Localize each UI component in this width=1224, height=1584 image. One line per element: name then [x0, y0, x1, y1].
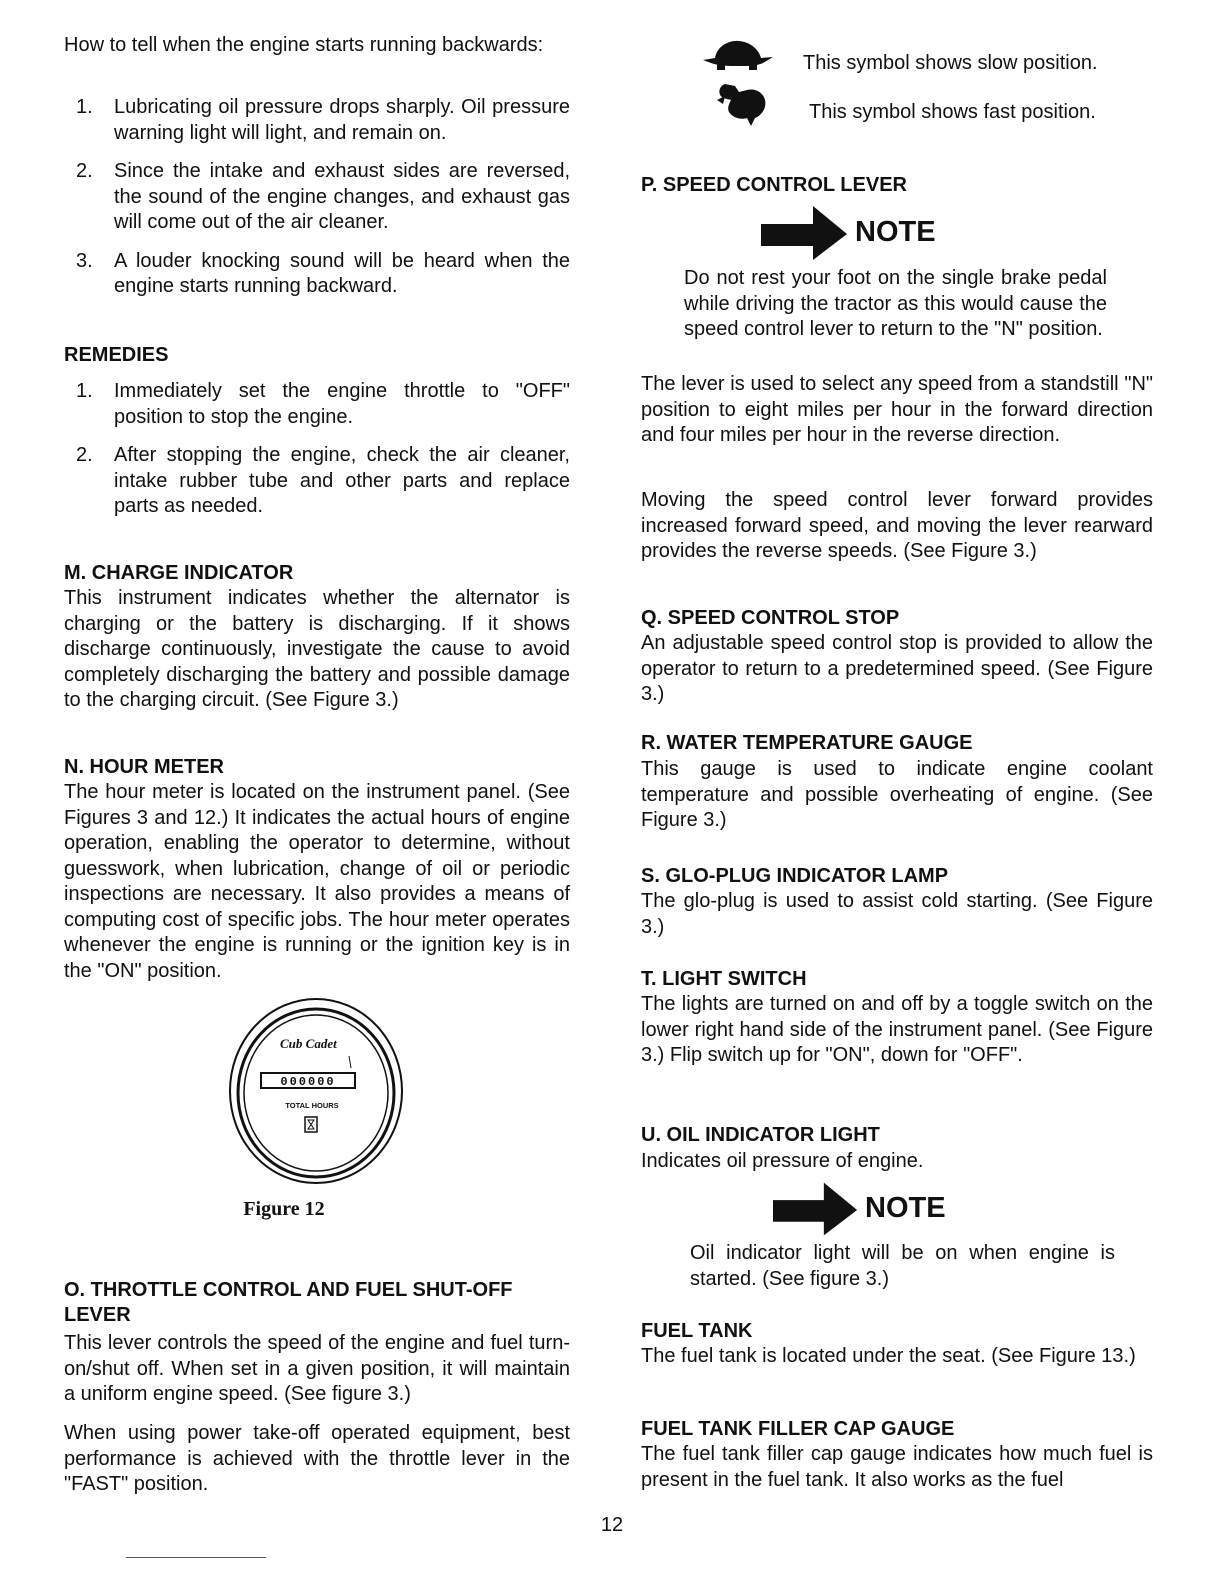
note-callout	[761, 204, 936, 260]
fuel-tank-text: The fuel tank is located under the seat. (See Figure 13.)	[641, 1345, 1136, 1367]
water-temp-text: This gauge is used to indicate engine coolant temperature and possible overheating of engine. (See Figure 3.)	[641, 758, 1153, 831]
filler-cap-heading: FUEL TANK FILLER CAP GAUGE	[641, 1418, 955, 1440]
light-switch-text: The lights are turned on and off by a toggle switch on the lower right hand side of the instrument panel. (See Figure 3.) Flip switch up for "ON", down for "OFF".	[641, 993, 1153, 1066]
list-item: 2. After stopping the engine, check the air cleaner, intake rubber tube and other parts and replace parts as needed.	[76, 444, 570, 517]
throttle-heading: O. THROTTLE CONTROL AND FUEL SHUT-OFF LEVER	[64, 1279, 513, 1326]
remedies-heading: REMEDIES	[64, 344, 169, 366]
turtle-icon	[699, 38, 779, 76]
note-text: Do not rest your foot on the single brake pedal while driving the tractor as this would cause the speed control lever to return to the "N" position.	[684, 267, 1107, 340]
glo-plug-heading: S. GLO-PLUG INDICATOR LAMP	[641, 865, 949, 887]
list-item: 2. Since the intake and exhaust sides are reversed, the sound of the engine changes, and exhaust gas will come out of the air cleaner.	[76, 160, 570, 233]
speed-lever-heading: P. SPEED CONTROL LEVER	[641, 174, 907, 196]
page-number: 12	[600, 1514, 624, 1536]
throttle-text: This lever controls the speed of the engine and fuel turn-on/shut off. When set in a given position, it will maintain a uniform engine speed. (See figure 3.)	[64, 1332, 570, 1405]
hour-meter-text: The hour meter is located on the instrument panel. (See Figures 3 and 12.) It indicates the actual hours of engine operation, enabling the operator to determine, without guesswork, when lubrication, change of oil or periodic inspections are necessary. It also provides a means of computing cost of specific jobs. The hour meter operates whenever the engine is running or the ignition key is in the "ON" position.	[64, 781, 570, 982]
list-item: 1. Lubricating oil pressure drops sharply. Oil pressure warning light will light, and remain on.	[76, 96, 570, 144]
divider-line	[126, 1557, 266, 1558]
speed-stop-heading: Q. SPEED CONTROL STOP	[641, 607, 900, 629]
note-text: Oil indicator light will be on when engine is started. (See figure 3.)	[690, 1242, 1115, 1290]
note-label: NOTE	[865, 1191, 946, 1224]
oil-indicator-text: Indicates oil pressure of engine.	[641, 1150, 924, 1172]
speed-lever-text-direction: Moving the speed control lever forward provides increased forward speed, and moving the lever rearward provides the reverse speeds. (See Figure 3.)	[641, 489, 1153, 562]
list-item: 3. A louder knocking sound will be heard when the engine starts running backward.	[76, 249, 570, 297]
charge-indicator-text: This instrument indicates whether the alternator is charging or the battery is discharging. If it shows discharge continuously, investigate the cause to avoid completely discharging the battery and possible damage to the charging circuit. (See Figure 3.)	[64, 587, 570, 711]
hour-meter-heading: N. HOUR METER	[64, 756, 224, 778]
arrow-right-icon	[761, 204, 851, 260]
hour-digits: 000000	[280, 1075, 336, 1089]
light-switch-heading: T. LIGHT SWITCH	[641, 968, 807, 990]
oil-indicator-heading: U. OIL INDICATOR LIGHT	[641, 1124, 880, 1146]
brand-logo-text: Cub Cadet	[280, 1036, 337, 1051]
water-temp-heading: R. WATER TEMPERATURE GAUGE	[641, 732, 973, 754]
hour-meter-illustration	[226, 998, 406, 1188]
speed-stop-text: An adjustable speed control stop is provided to allow the operator to return to a predetermined speed. (See Figure 3.)	[641, 632, 1153, 705]
throttle-text-fast: When using power take-off operated equipment, best performance is achieved with the throttle lever in the "FAST" position.	[64, 1422, 570, 1495]
list-item: 1. Immediately set the engine throttle to "OFF" position to stop the engine.	[76, 380, 570, 428]
backward-signs-list	[64, 95, 570, 300]
filler-cap-text: The fuel tank filler cap gauge indicates how much fuel is present in the fuel tank. It also works as the fuel	[641, 1443, 1153, 1491]
intro-text: How to tell when the engine starts running backwards:	[64, 34, 544, 56]
glo-plug-text: The glo-plug is used to assist cold starting. (See Figure 3.)	[641, 890, 1153, 938]
remedies-list	[64, 379, 570, 520]
hour-meter-figure	[226, 998, 406, 1188]
figure-caption: Figure 12	[243, 1198, 325, 1220]
rabbit-icon	[711, 80, 773, 130]
total-hours-label: TOTAL HOURS	[285, 1101, 339, 1110]
fast-symbol-text: This symbol shows fast position.	[809, 101, 1096, 123]
note-label: NOTE	[855, 215, 936, 248]
slow-symbol-text: This symbol shows slow position.	[803, 52, 1098, 74]
arrow-right-icon	[773, 1180, 861, 1236]
fuel-tank-heading: FUEL TANK	[641, 1320, 753, 1342]
charge-indicator-heading: M. CHARGE INDICATOR	[64, 562, 294, 584]
note-callout	[773, 1180, 946, 1236]
speed-lever-text: The lever is used to select any speed from a standstill "N" position to eight miles per hour in the forward direction and four miles per hour in the reverse direction.	[641, 373, 1153, 446]
